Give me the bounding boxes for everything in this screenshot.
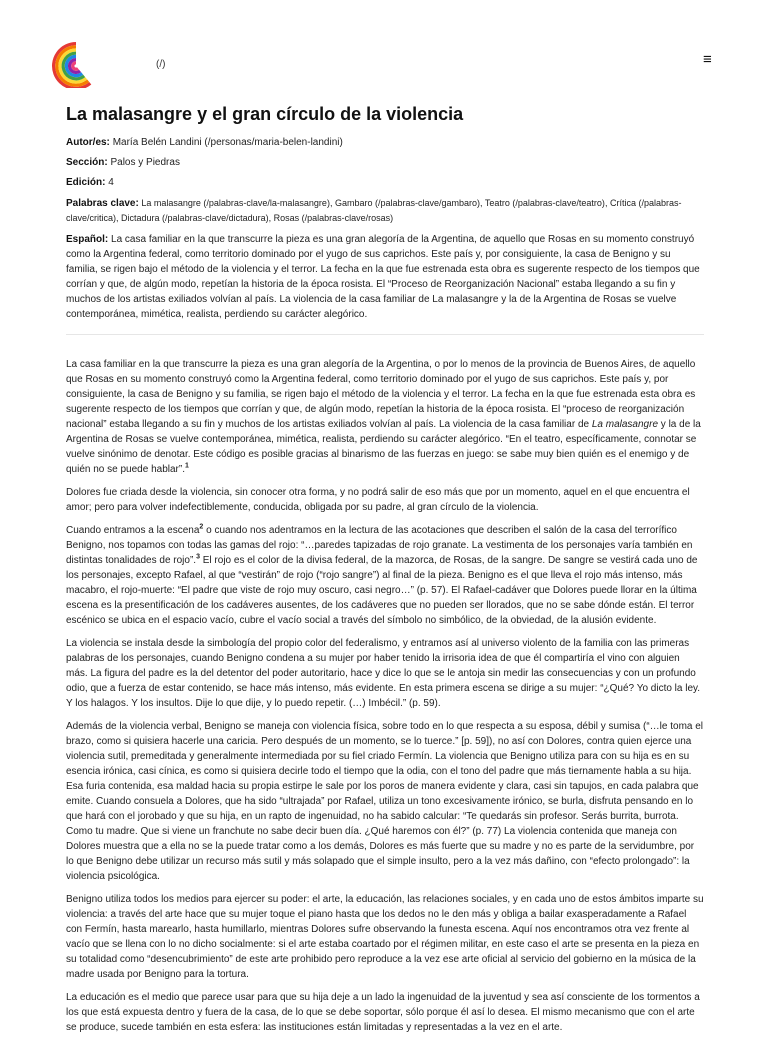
author-link[interactable]: María Belén Landini (/personas/maria-belen-landini) <box>112 136 343 148</box>
rainbow-logo-icon[interactable] <box>50 40 98 88</box>
keyword-link[interactable]: Rosas (/palabras-clave/rosas) <box>273 212 394 223</box>
home-link[interactable]: (/) <box>156 59 166 70</box>
body-text: Cuando entramos a la escena <box>66 525 200 536</box>
edition-row <box>66 176 704 189</box>
abstract-label: Español: <box>66 233 109 245</box>
body-text: o cuando nos adentramos en la lectura de las acotaciones que describen el salón de la casa del terrorífico Benigno, nos topamos con todas las gamas del rojo: “…paredes tapizadas de rojo granate. La vestimenta de los personajes varía también en distintas tonalidades de rojo”. <box>66 525 693 566</box>
author-row <box>66 136 704 149</box>
divider <box>66 334 704 335</box>
author-label: Autor/es: <box>66 136 110 148</box>
section-row <box>66 156 704 169</box>
section-label: Sección: <box>66 156 108 168</box>
body-paragraph: Dolores fue criada desde la violencia, sin conocer otra forma, y no podrá salir de eso más que por un momento, aquel en el que encuentra el amor; pero para volver indefectiblemente, conducida, obligada por su padre, al gran círculo de la violencia. <box>66 487 690 513</box>
keyword-link[interactable]: La malasangre (/palabras-clave/la-malasangre) <box>141 197 330 208</box>
play-title: La malasangre <box>591 419 659 430</box>
body-paragraph: La educación es el medio que parece usar para que su hija deje a un lado la ingenuidad de la juventud y sea así consciente de los tormentos a los que está expuesta dentro y fuera de la casa, de lo que se debe soportar, sólo porque él así lo desea. El mismo mecanismo que con el arte se produce, sucede también en esta esfera: las instituciones están limitadas y representadas a la vez en el arte. <box>66 992 700 1033</box>
hamburger-icon[interactable]: ≡ <box>703 51 712 68</box>
article-body <box>66 357 704 1043</box>
body-paragraph: La violencia se instala desde la simbología del propio color del federalismo, y entramos así al universo violento de la familia con las primeras palabras de los personajes, cuando Benigno condena a su mujer por haber tenido la irrisoria idea de que él compartiría el vino con alguien más. La figura del padre es la del detentor del poder autoritario, hace y dice lo que se le antoja sin medir las consecuencias y con un profundo odio, que a fuerza de estar contenido, se hace más intenso, más evidente. En esta primera escena se dirige a su mujer: “¿Qué? Yo dicto la ley. Y los halagos. Y los insultos. Dije lo que dije, y lo puedo repetir. (…) Imbécil.” (p. 59). <box>66 638 701 709</box>
footnote-ref-1[interactable]: 1 <box>184 462 189 470</box>
body-text: y la de la Argentina de Rosas se vuelve contemporánea, mimética, realista, perdiendo su carácter alegórico. “En el teatro, específicamente, connotar se vuelve sinónimo de denotar. Este código es posible gracias al binarismo de las fuerzas en juego: se sabe muy bien quién es el enemigo y de quién no se puede hablar”. <box>66 419 701 475</box>
keyword-link[interactable]: Gambaro (/palabras-clave/gambaro) <box>334 197 481 208</box>
logo-arc <box>73 63 78 69</box>
body-text: La casa familiar en la que transcurre la pieza es una gran alegoría de la Argentina, o por lo menos de la provincia de Buenos Aires, de aquello que Rosas en su momento construyó como la Argentina federal, como territorio dominado por el yugo de sus caprichos. Este país y, por consiguiente, la casa de Benigno y su familia, se rigen bajo el método de la violencia y el terror. La fecha en la que fue estrenada esta obra es sugerente respecto de los tiempos que corrían y que, de algún modo, repetían la historia de la época rosista. El “proceso de reorganización nacional” estaba llegando a su fin y muchos de los artistas exiliados volvían al país. La violencia de la casa familiar de <box>66 359 696 430</box>
keywords-label: Palabras clave: <box>66 197 139 209</box>
body-paragraph <box>66 523 704 628</box>
keyword-link[interactable]: Crítica (/palabras-clave/critica) <box>66 197 682 223</box>
keywords-row: Palabras clave: La malasangre (/palabras-clave/la-malasangre), Gambaro (/palabras-clave/gambaro), Teatro (/palabras-clave/teatro), Crítica (/palabras-clave/critica), Dictadura (/palabras-clave/dictadura), Rosas (/palabras-clave/rosas) <box>66 197 682 223</box>
edition-value: 4 <box>108 176 114 188</box>
keyword-link[interactable]: Dictadura (/palabras-clave/dictadura) <box>121 212 269 223</box>
site-header <box>0 0 768 96</box>
footnote-ref-3[interactable]: 3 <box>196 553 200 561</box>
article-header <box>66 104 704 335</box>
body-paragraph: Además de la violencia verbal, Benigno se maneja con violencia física, sobre todo en lo que respecta a su esposa, débil y sumisa (“…le toma el brazo, como si quisiera hacerle una caricia. Pero después de un momento, se lo tuerce.” [p. 59]), no así con Dolores, contra quien ejerce una violencia sutil, premeditada y generalmente intermediada por su fiel criado Fermín. La violencia que Benigno utiliza para con su hija es en su esencia irónica, casi cínica, es como si quisiera decirle todo el tiempo que la odia, con el tono del padre que más tiernamente habla a su hija. Esa furia contenida, esa maldad hacia su propia estirpe le sale por los poros de manera evidente y clara, casi sin tapujos, en cada palabra que emite. Cuando consuela a Dolores, que ha sido “ultrajada” por Rafael, utiliza un tono excesivamente irónico, se burla, disfruta pensando en lo que hará con el jorobado y que su hija, en un rapto de ingenuidad, no ha sabido calcular: “Te quedarás sin profesor. Serás burrita, burrota. Como tu madre. Que si viene un franchute no sabe decir buen día. ¿Qué haremos con él?” (p. 77) La violencia contenida que maneja con Dolores muestra que a ella no se la puede tratar como a los demás, Dolores es más fuerte que su madre y no es parte de la servidumbre, por lo que Benigno debe utilizar un recurso más sutil y más solapado que el simple insulto, pero a la vez más dañino, con “efecto prolongado”: la violencia psicológica. <box>66 721 704 882</box>
keyword-link[interactable]: Teatro (/palabras-clave/teatro) <box>484 197 605 208</box>
section-value: Palos y Piedras <box>110 156 180 168</box>
body-paragraph: Benigno utiliza todos los medios para ejercer su poder: el arte, la educación, las relaciones sociales, y en cada uno de estos ámbitos imparte su violencia: a través del arte hace que su mujer toque el piano hasta que los dedos no le den más y obliga a bailar exasperadamente a Rafael con Fermín, hasta marearlo, hasta humillarlo, mientras Dolores sufre observando la funesta escena. Aquí nos encontramos otra vez frente al vacío que se llena con lo no dicho socialmente: si el arte estaba coartado por el régimen militar, en este caso el arte se presenta en la pieza en su totalidad como “desencubrimiento” de este arte prohibido pero reproduce a la vez ese arte oficial al servicio del gobierno en la música de la madre usada por Benigno para la tortura. <box>66 894 704 980</box>
body-text: El rojo es el color de la divisa federal, de la mazorca, de Rosas, de la sangre. De sangre se vestirá cada uno de los personajes, excepto Rafael, al que “vestirán” de rojo (“rojo sangre”) al final de la pieza. Benigno es el que lleva el rojo más intenso, más macabro, el rojo-muerte: “El padre que viste de rojo muy oscuro, casi negro…” (p. 57). El Rafael-cadáver que Dolores puede llorar en la última escena es la presentificación de los cadáveres ausentes, de los cadáveres que no pueden ser llorados, que no se sabe dónde están. El terror escénico se ubica en el espacio vacío, cubre el vacío social a través del símbolo no simbólico, de la obviedad, de la alusión evidente. <box>66 555 698 626</box>
abstract <box>66 232 704 322</box>
abstract-text: La casa familiar en la que transcurre la pieza es una gran alegoría de la Argentina, de aquello que Rosas en su momento construyó como la Argentina federal, como territorio dominado por el yugo de sus caprichos. Este país y, por consiguiente, la casa de Benigno y su familia, se rigen bajo el método de la violencia y el terror. La fecha en la que fue estrenada esta obra es sugerente respecto de los tiempos que corrían y que, de algún modo, repetían la historia de la época rosista. El “Proceso de Reorganización Nacional” estaba llegando a su fin y muchos de los artistas exiliados volvían al país. La violencia de la casa familiar de La malasangre y la de la Argentina de Rosas se vuelve contemporánea, mimética, realista, perdiendo su carácter alegórico. <box>66 233 700 320</box>
article-title: La malasangre y el gran círculo de la violencia <box>66 104 464 124</box>
edition-label: Edición: <box>66 176 106 188</box>
footnote-ref-2[interactable]: 2 <box>199 523 204 531</box>
body-paragraph <box>66 357 704 477</box>
